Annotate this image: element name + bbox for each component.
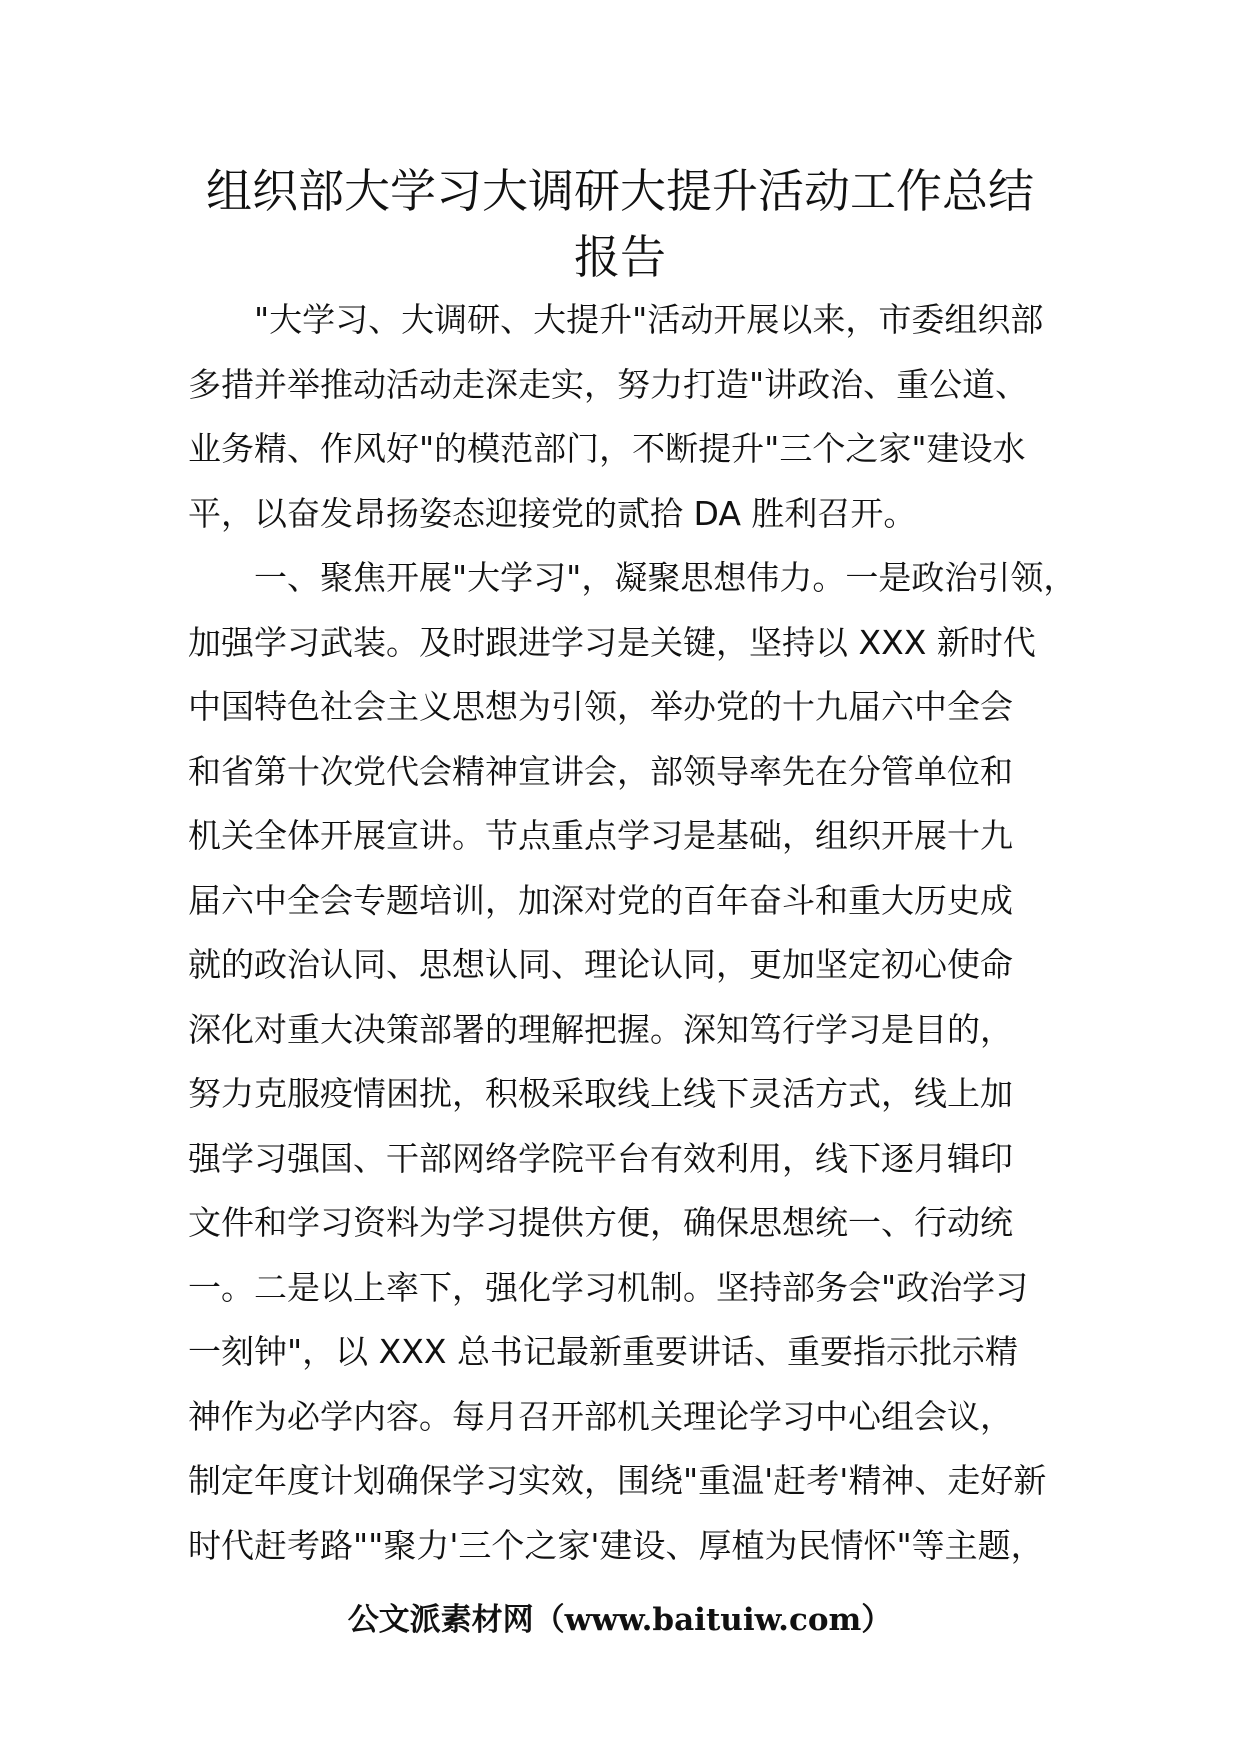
paragraph-line: 中国特色社会主义思想为引领，举办党的十九届六中全会	[188, 687, 1013, 726]
paragraph-line: 强学习强国、干部网络学院平台有效利用，线下逐月辑印	[188, 1138, 1013, 1178]
paragraph-line: 一。二是以上率下，强化学习机制。坚持部务会"政治学习	[188, 1267, 1029, 1307]
title-line: 组织部大学习大调研大提升活动工作总结	[206, 164, 1034, 218]
paragraph-line: 多措并举推动活动走深走实，努力打造"讲政治、重公道、	[188, 364, 1029, 404]
paragraph-line: 文件和学习资料为学习提供方便，确保思想统一、行动统	[188, 1203, 1013, 1242]
paragraph-line: 神作为必学内容。每月召开部机关理论学习中心组会议，	[188, 1396, 1013, 1436]
paragraph-line: "大学习、大调研、大提升"活动开展以来，市委组织部	[254, 300, 1044, 339]
paragraph-line: 就的政治认同、思想认同、理论认同，更加坚定初心使命	[188, 945, 1013, 984]
paragraph-line: 届六中全会专题培训，加深对党的百年奋斗和重大历史成	[188, 880, 1013, 920]
paragraph-line: 制定年度计划确保学习实效，围绕"重温'赶考'精神、走好新	[188, 1461, 1047, 1500]
source-footer: 公文派素材网（www.baituiw.com）	[347, 1602, 893, 1638]
document-title	[160, 158, 1080, 290]
paragraph-line: 加强学习武装。及时跟进学习是关键，坚持以 XXX 新时代	[188, 622, 1036, 662]
paragraph-line: 业务精、作风好"的模范部门，不断提升"三个之家"建设水	[188, 429, 1026, 468]
paragraph-line: 和省第十次党代会精神宣讲会，部领导率先在分管单位和	[188, 751, 1013, 791]
paragraph-line: 一刻钟"，以 XXX 总书记最新重要讲话、重要指示批示精	[188, 1332, 1018, 1371]
paragraph-line: 一、聚焦开展"大学习"，凝聚思想伟力。一是政治引领，	[254, 558, 1077, 597]
paragraph-line: 努力克服疫情困扰，积极采取线上线下灵活方式，线上加	[188, 1074, 1013, 1113]
paragraph-line: 平，以奋发昂扬姿态迎接党的贰拾 DA 胜利召开。	[188, 493, 917, 533]
document-body	[188, 288, 1088, 1578]
paragraph-line: 机关全体开展宣讲。节点重点学习是基础，组织开展十九	[188, 816, 1013, 855]
paragraph-line: 深化对重大决策部署的理解把握。深知笃行学习是目的，	[188, 1009, 1013, 1049]
title-line: 报告	[574, 230, 666, 284]
paragraph-line: 时代赶考路""聚力'三个之家'建设、厚植为民情怀"等主题，	[188, 1525, 1044, 1565]
